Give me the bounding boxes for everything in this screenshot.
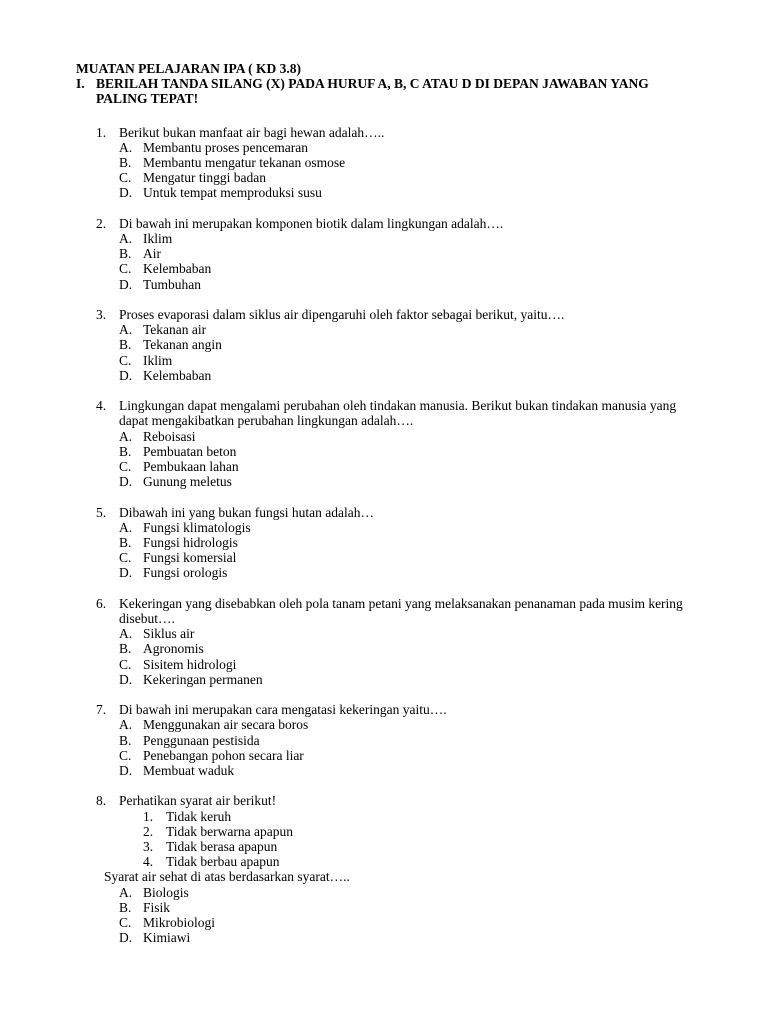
answer-option	[76, 429, 728, 444]
answer-option	[76, 550, 728, 565]
answer-option	[76, 246, 728, 261]
question-stem	[76, 596, 728, 626]
condition-item	[76, 809, 728, 824]
option-text: Penggunaan pestisida	[143, 732, 260, 748]
answer-option	[76, 444, 728, 459]
question-text: Perhatikan syarat air berikut!	[119, 793, 277, 809]
question-item	[76, 793, 728, 945]
question-stem	[76, 125, 728, 140]
answer-option	[76, 565, 728, 580]
option-text: Membuat waduk	[143, 763, 235, 779]
question-stem	[76, 216, 728, 231]
option-letter: C.	[119, 550, 132, 566]
option-text: Fisik	[143, 899, 171, 915]
answer-option	[76, 261, 728, 276]
answer-option	[76, 322, 728, 337]
question-text: Di bawah ini merupakan cara mengatasi kekeringan yaitu….	[119, 702, 447, 718]
option-text: Iklim	[143, 231, 173, 247]
question-item	[76, 702, 728, 778]
option-text: Membantu mengatur tekanan osmose	[143, 155, 346, 171]
answer-option	[76, 368, 728, 383]
answer-option	[76, 337, 728, 352]
answer-option	[76, 763, 728, 778]
option-letter: C.	[119, 459, 132, 475]
answer-option	[76, 185, 728, 200]
option-letter: D.	[119, 185, 133, 201]
option-letter: C.	[119, 261, 132, 277]
question-item	[76, 505, 728, 581]
answer-option	[76, 915, 728, 930]
option-list	[76, 717, 728, 778]
condition-number: 3.	[143, 839, 154, 855]
question-item	[76, 307, 728, 383]
question-stem	[76, 505, 728, 520]
answer-option	[76, 140, 728, 155]
option-text: Penebangan pohon secara liar	[143, 747, 304, 763]
option-letter: A.	[119, 139, 133, 155]
question-item	[76, 216, 728, 292]
question-text: Dibawah ini yang bukan fungsi hutan adalah…	[119, 504, 374, 520]
answer-option	[76, 520, 728, 535]
condition-number: 1.	[143, 808, 154, 824]
answer-option	[76, 535, 728, 550]
option-letter: D.	[119, 565, 133, 581]
option-text: Iklim	[143, 352, 173, 368]
option-text: Menggunakan air secara boros	[143, 717, 309, 733]
condition-text: Tidak berbau apapun	[166, 854, 280, 870]
option-letter: C.	[119, 352, 132, 368]
option-text: Biologis	[143, 884, 189, 900]
option-letter: A.	[119, 231, 133, 247]
answer-option	[76, 885, 728, 900]
option-letter: B.	[119, 535, 132, 551]
option-letter: A.	[119, 884, 133, 900]
option-letter: A.	[119, 519, 133, 535]
question-text: Di bawah ini merupakan komponen biotik dalam lingkungan adalah….	[119, 215, 504, 231]
question-number: 5.	[96, 504, 107, 520]
question-stem	[76, 793, 728, 808]
option-letter: D.	[119, 930, 133, 946]
answer-option	[76, 231, 728, 246]
option-letter: D.	[119, 474, 133, 490]
question-text: Berikut bukan manfaat air bagi hewan adalah…..	[119, 124, 385, 140]
question-stem	[76, 307, 728, 322]
answer-option	[76, 277, 728, 292]
answer-option	[76, 748, 728, 763]
option-letter: B.	[119, 732, 132, 748]
question-stem	[76, 702, 728, 717]
question-number: 4.	[96, 398, 107, 414]
option-list	[76, 140, 728, 201]
option-list	[76, 322, 728, 383]
question-item	[76, 125, 728, 201]
question-stem	[76, 398, 728, 428]
answer-option	[76, 155, 728, 170]
condition-text: Tidak berwarna apapun	[166, 823, 293, 839]
question-text: Proses evaporasi dalam siklus air dipengaruhi oleh faktor sebagai berikut, yaitu….	[119, 307, 565, 323]
condition-item	[76, 854, 728, 869]
option-letter: A.	[119, 717, 133, 733]
condition-item	[76, 824, 728, 839]
option-text: Kelembaban	[143, 367, 212, 383]
option-text: Mikrobiologi	[143, 915, 216, 931]
answer-option	[76, 626, 728, 641]
option-letter: B.	[119, 641, 132, 657]
option-text: Mengatur tinggi badan	[143, 170, 266, 186]
answer-option	[76, 170, 728, 185]
answer-option	[76, 733, 728, 748]
question-number: 1.	[96, 124, 107, 140]
condition-text: Tidak berasa apapun	[166, 839, 278, 855]
question-text: Kekeringan yang disebabkan oleh pola tanam petani yang melaksanakan penanaman pada musim kering disebut….	[119, 595, 683, 627]
option-text: Agronomis	[143, 641, 204, 657]
question-number: 3.	[96, 307, 107, 323]
option-text: Tumbuhan	[143, 276, 202, 292]
option-list	[76, 231, 728, 292]
question-number: 2.	[96, 215, 107, 231]
condition-number: 2.	[143, 823, 154, 839]
option-letter: B.	[119, 155, 132, 171]
option-text: Kimiawi	[143, 930, 191, 946]
option-list	[76, 626, 728, 687]
condition-item	[76, 839, 728, 854]
answer-option	[76, 459, 728, 474]
answer-option	[76, 672, 728, 687]
option-letter: B.	[119, 337, 132, 353]
answer-option	[76, 474, 728, 489]
answer-option	[76, 353, 728, 368]
question-subtext: Syarat air sehat di atas berdasarkan syarat…..	[104, 869, 350, 885]
option-text: Reboisasi	[143, 428, 196, 444]
option-text: Tekanan air	[143, 322, 207, 338]
option-letter: B.	[119, 246, 132, 262]
option-letter: C.	[119, 915, 132, 931]
option-letter: D.	[119, 367, 133, 383]
question-item	[76, 398, 728, 489]
option-letter: A.	[119, 626, 133, 642]
answer-option	[76, 930, 728, 945]
question-item	[76, 596, 728, 687]
option-text: Siklus air	[143, 626, 195, 642]
option-letter: D.	[119, 763, 133, 779]
option-text: Pembuatan beton	[143, 443, 237, 459]
condition-list	[76, 809, 728, 870]
subject-title: MUATAN PELAJARAN IPA ( KD 3.8)	[76, 61, 301, 76]
option-letter: C.	[119, 170, 132, 186]
option-letter: D.	[119, 276, 133, 292]
option-list	[76, 429, 728, 490]
question-number: 8.	[96, 793, 107, 809]
option-list	[76, 885, 728, 946]
option-letter: D.	[119, 671, 133, 687]
option-text: Fungsi orologis	[143, 565, 228, 581]
option-letter: B.	[119, 899, 132, 915]
option-text: Air	[143, 246, 161, 262]
option-letter: A.	[119, 322, 133, 338]
option-letter: C.	[119, 747, 132, 763]
answer-option	[76, 717, 728, 732]
option-letter: C.	[119, 656, 132, 672]
option-text: Membantu proses pencemaran	[143, 139, 308, 155]
section-instruction	[76, 76, 728, 106]
option-text: Tekanan angin	[143, 337, 222, 353]
option-text: Kekeringan permanen	[143, 671, 263, 687]
option-text: Fungsi hidrologis	[143, 535, 238, 551]
question-number: 6.	[96, 595, 107, 611]
answer-option	[76, 900, 728, 915]
question-list	[76, 125, 728, 946]
option-text: Fungsi komersial	[143, 550, 237, 566]
answer-option	[76, 641, 728, 656]
condition-number: 4.	[143, 854, 154, 870]
option-text: Gunung meletus	[143, 474, 232, 490]
instruction-text: BERILAH TANDA SILANG (X) PADA HURUF A, B, C ATAU D DI DEPAN JAWABAN YANG PALING TEPAT!	[96, 76, 649, 107]
option-text: Pembukaan lahan	[143, 459, 239, 475]
condition-text: Tidak keruh	[166, 808, 232, 824]
question-number: 7.	[96, 702, 107, 718]
option-text: Kelembaban	[143, 261, 212, 277]
option-text: Sisitem hidrologi	[143, 656, 237, 672]
answer-option	[76, 657, 728, 672]
option-text: Untuk tempat memproduksi susu	[143, 185, 322, 201]
option-letter: B.	[119, 443, 132, 459]
section-number: I.	[76, 76, 85, 92]
option-text: Fungsi klimatologis	[143, 519, 251, 535]
question-text: Lingkungan dapat mengalami perubahan oleh tindakan manusia. Berikut bukan tindakan manusia yang dapat mengakibatkan perubahan lingkungan adalah….	[119, 398, 677, 429]
option-list	[76, 520, 728, 581]
option-letter: A.	[119, 428, 133, 444]
